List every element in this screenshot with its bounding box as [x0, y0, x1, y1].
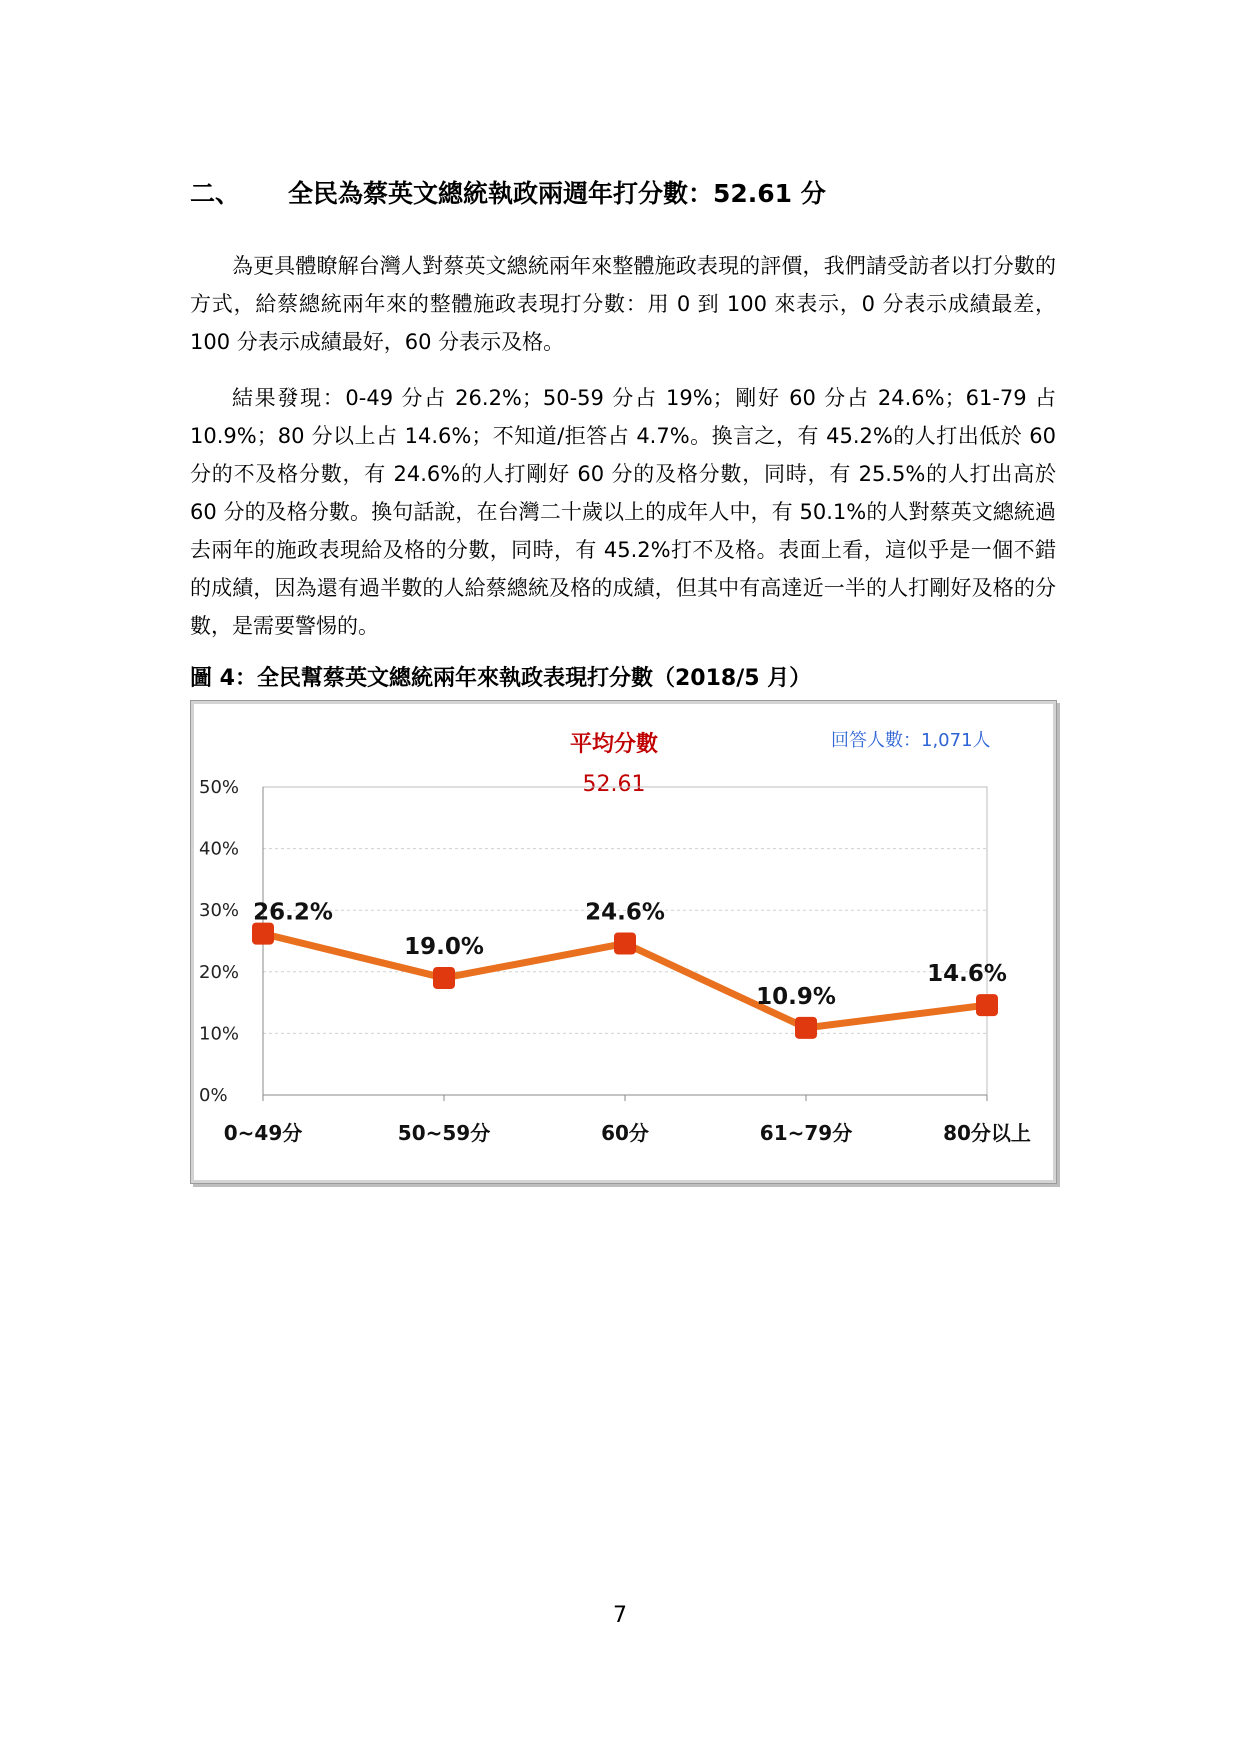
average-value: 52.61	[582, 772, 646, 797]
figure-caption: 圖 4：全民幫蔡英文總統兩年來執政表現打分數（2018/5 月）	[190, 666, 812, 691]
section-title: 全民為蔡英文總統執政兩週年打分數：52.61 分	[288, 179, 826, 208]
x-tick-label: 50~59分	[397, 1121, 491, 1145]
y-tick-label: 20%	[199, 961, 240, 983]
section-number: 二、	[190, 179, 241, 208]
data-label: 19.0%	[404, 933, 484, 960]
series-line	[252, 923, 998, 1039]
respondents-count: 回答人數：1,071人	[831, 730, 991, 751]
x-tick-label: 60分	[601, 1121, 649, 1145]
line-chart	[190, 700, 1057, 1184]
y-tick-label: 30%	[199, 900, 240, 922]
data-label: 14.6%	[927, 961, 1007, 988]
y-tick-label: 40%	[199, 838, 240, 860]
data-label: 26.2%	[253, 899, 333, 926]
data-point	[433, 967, 455, 989]
data-point	[976, 994, 998, 1016]
data-point	[795, 1017, 817, 1039]
line-chart-svg	[191, 701, 1058, 1185]
page-number: 7	[613, 1603, 627, 1628]
section-heading	[190, 172, 1070, 212]
data-labels	[253, 899, 1007, 1009]
average-label: 平均分數	[569, 732, 659, 757]
data-label: 24.6%	[585, 899, 665, 926]
x-tick-label: 61~79分	[759, 1121, 853, 1145]
data-label: 10.9%	[756, 983, 836, 1010]
y-tick-label: 10%	[199, 1023, 240, 1045]
paragraph-results: 結果發現：0-49 分占 26.2%；50-59 分占 19%；剛好 60 分占 24.6%；61-79 占 10.9%；80 分以上占 14.6%；不知道/拒答占 4.7%。換言之，有 45.2%的人打出低於 60 分的不及格分數，有 24.6%的人打剛好 60 分的及格分數，同時，有 25.5%的人打出高於 60 分的及格分數。換句話說，在台灣二十歲以上的成年人中，有 50.1%的人對蔡英文總統過去兩年的施政表現給及格的分數，同時，有 45.2%打不及格。表面上看，這似乎是一個不錯的成績，因為還有過半數的人給蔡總統及格的成績，但其中有高達近一半的人打剛好及格的分數，是需要警惕的。	[190, 386, 1056, 638]
data-point	[614, 932, 636, 954]
y-tick-label: 50%	[199, 777, 240, 798]
data-point	[252, 923, 274, 945]
y-tick-label: 0%	[199, 1085, 228, 1106]
paragraph-intro: 為更具體瞭解台灣人對蔡英文總統兩年來整體施政表現的評價，我們請受訪者以打分數的方式，給蔡總統兩年來的整體施政表現打分數：用 0 到 100 來表示，0 分表示成績最差，100 分表示成績最好，60 分表示及格。	[190, 254, 1056, 354]
x-axis	[224, 1095, 1031, 1145]
x-tick-label: 80分以上	[943, 1121, 1031, 1145]
x-tick-label: 0~49分	[223, 1121, 303, 1145]
